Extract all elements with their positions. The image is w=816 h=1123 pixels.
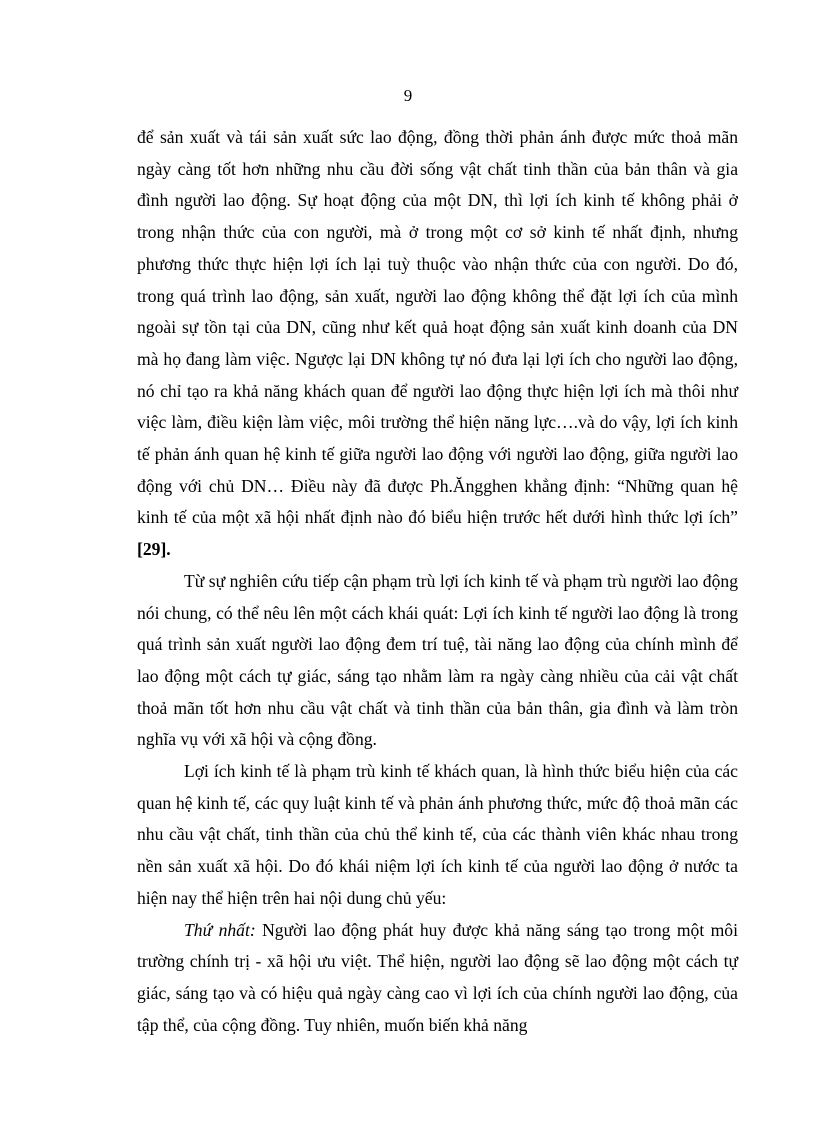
body-text	[137, 122, 738, 1041]
paragraph-first-point	[137, 915, 738, 1042]
citation-reference: [29].	[137, 539, 171, 560]
page-number: 9	[403, 86, 413, 105]
paragraph-continued	[137, 122, 738, 566]
point-label: Thứ nhất:	[184, 919, 256, 940]
paragraph-economic-interest	[137, 756, 738, 915]
paragraph-text: để sản xuất và tái sản xuất sức lao động, đồng thời phản ánh được mức thoả mãn ngày càng tốt hơn những nhu cầu đời sống vật chất tinh thần của bản thân và gia đình người lao động. Sự hoạt động của một DN, thì lợi ích kinh tế không phải ở trong nhận thức của con người, mà ở trong một cơ sở kinh tế nhất định, nhưng phương thức thực hiện lợi ích lại tuỳ thuộc vào nhận thức của con người. Do đó, trong quá trình lao động, sản xuất, người lao động không thể đặt lợi ích của mình ngoài sự tồn tại của DN, cũng như kết quả hoạt động sản xuất kinh doanh của DN mà họ đang làm việc. Ngược lại DN không tự nó đưa lại lợi ích cho người lao động, nó chỉ tạo ra khả năng khách quan để người lao động thực hiện lợi ích mà thôi như việc làm, điều kiện làm việc, môi trường thể hiện năng lực….và do vậy, lợi ích kinh tế phản ánh quan hệ kinh tế giữa người lao động với người lao động, giữa người lao động với chủ DN… Điều này đã được Ph.Ăngghen khẳng định: “Những quan hệ kinh tế của một xã hội nhất định nào đó biểu hiện trước hết dưới hình thức lợi ích”	[137, 127, 738, 528]
paragraph-text: Lợi ích kinh tế là phạm trù kinh tế khách quan, là hình thức biểu hiện của các quan hệ kinh tế, các quy luật kinh tế và phản ánh phương thức, mức độ thoả mãn các nhu cầu vật chất, tinh thần của chủ thể kinh tế, của các thành viên khác nhau trong nền sản xuất xã hội. Do đó khái niệm lợi ích kinh tế của người lao động ở nước ta hiện nay thể hiện trên hai nội dung chủ yếu:	[137, 761, 738, 908]
paragraph-definition	[137, 566, 738, 756]
paragraph-text: Người lao động phát huy được khả năng sáng tạo trong một môi trường chính trị - xã hội ưu việt. Thể hiện, người lao động sẽ lao động một cách tự giác, sáng tạo và có hiệu quả ngày càng cao vì lợi ích của chính người lao động, của tập thể, của cộng đồng. Tuy nhiên, muốn biến khả năng	[137, 919, 738, 1035]
paragraph-text: Từ sự nghiên cứu tiếp cận phạm trù lợi ích kinh tế và phạm trù người lao động nói chung, có thể nêu lên một cách khái quát: Lợi ích kinh tế người lao động là trong quá trình sản xuất người lao động đem trí tuệ, tài năng lao động của chính mình để lao động một cách tự giác, sáng tạo nhằm làm ra ngày càng nhiều của cải vật chất thoả mãn tốt hơn nhu cầu vật chất và tinh thần của bản thân, gia đình và làm tròn nghĩa vụ với xã hội và cộng đồng.	[137, 570, 738, 750]
